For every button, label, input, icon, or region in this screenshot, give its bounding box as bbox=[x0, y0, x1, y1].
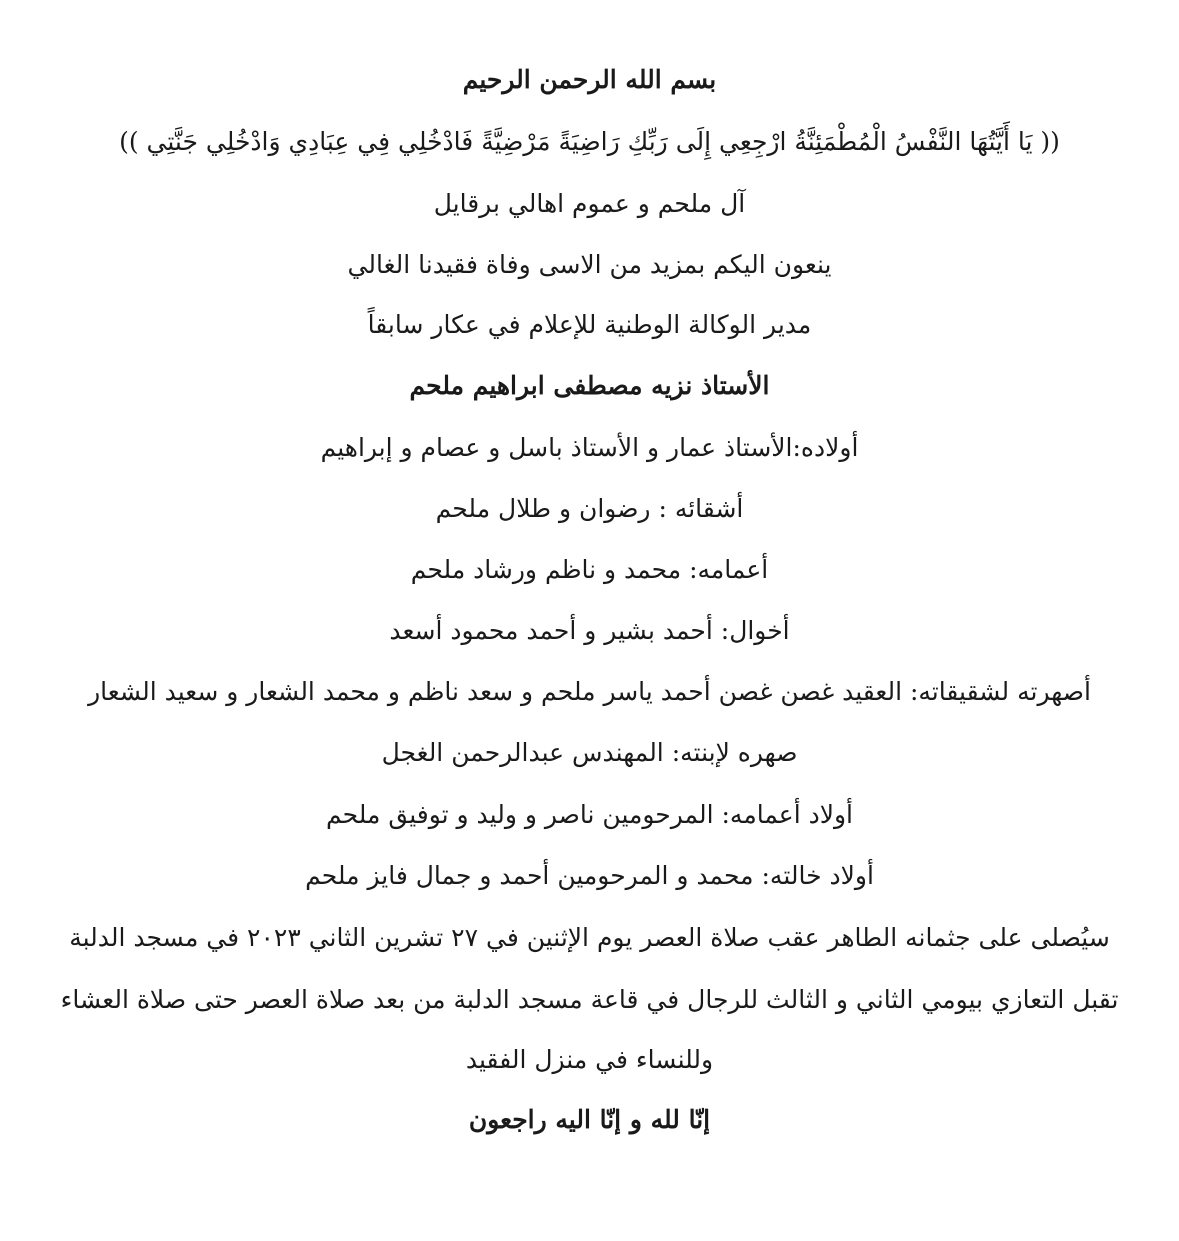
deceased-name: الأستاذ نزيه مصطفى ابراهيم ملحم bbox=[409, 371, 770, 400]
funeral-line: سيُصلى على جثمانه الطاهر عقب صلاة العصر يوم الإثنين في ٢٧ تشرين الثاني ٢٠٢٣ في مسجد الدلبة bbox=[69, 923, 1110, 952]
position-line: مدير الوكالة الوطنية للإعلام في عكار سابقاً bbox=[367, 310, 812, 339]
daughter-husband-line: صهره لإبنته: المهندس عبدالرحمن الغجل bbox=[381, 738, 798, 767]
condolences-women-line: وللنساء في منزل الفقيد bbox=[465, 1045, 714, 1074]
quran-verse: (( يَا أَيَّتُهَا النَّفْسُ الْمُطْمَئِنَّةُ ارْجِعِي إِلَى رَبِّكِ رَاضِيَةً مَرْضِيَّةً فَادْخُلِي فِي عِبَادِي وَادْخُلِي جَنَّتِي )) bbox=[119, 127, 1060, 156]
sons-line: أولاده:الأستاذ عمار و الأستاذ باسل و عصام و إبراهيم bbox=[320, 433, 859, 462]
closing-line: إنّا لله و إنّا اليه راجعون bbox=[468, 1105, 711, 1134]
family-line: آل ملحم و عموم اهالي برقايل bbox=[433, 189, 746, 218]
announcement-line: ينعون اليكم بمزيد من الاسى وفاة فقيدنا الغالي bbox=[347, 250, 832, 279]
paternal-cousins-line: أولاد أعمامه: المرحومين ناصر و وليد و توفيق ملحم bbox=[325, 800, 854, 829]
basmala: بسم الله الرحمن الرحيم bbox=[462, 65, 717, 94]
sisters-husbands-line: أصهرته لشقيقاته: العقيد غصن غصن أحمد ياسر ملحم و سعد ناظم و محمد الشعار و سعيد الشعار bbox=[88, 677, 1091, 706]
maternal-uncles-line: أخوال: أحمد بشير و أحمد محمود أسعد bbox=[389, 616, 790, 645]
maternal-cousins-line: أولاد خالته: محمد و المرحومين أحمد و جمال فايز ملحم bbox=[305, 861, 874, 890]
paternal-uncles-line: أعمامه: محمد و ناظم ورشاد ملحم bbox=[410, 555, 769, 584]
condolences-men-line: تقبل التعازي بيومي الثاني و الثالث للرجال في قاعة مسجد الدلبة من بعد صلاة العصر حتى صلاة العشاء bbox=[60, 985, 1119, 1014]
brothers-line: أشقائه : رضوان و طلال ملحم bbox=[435, 494, 744, 523]
